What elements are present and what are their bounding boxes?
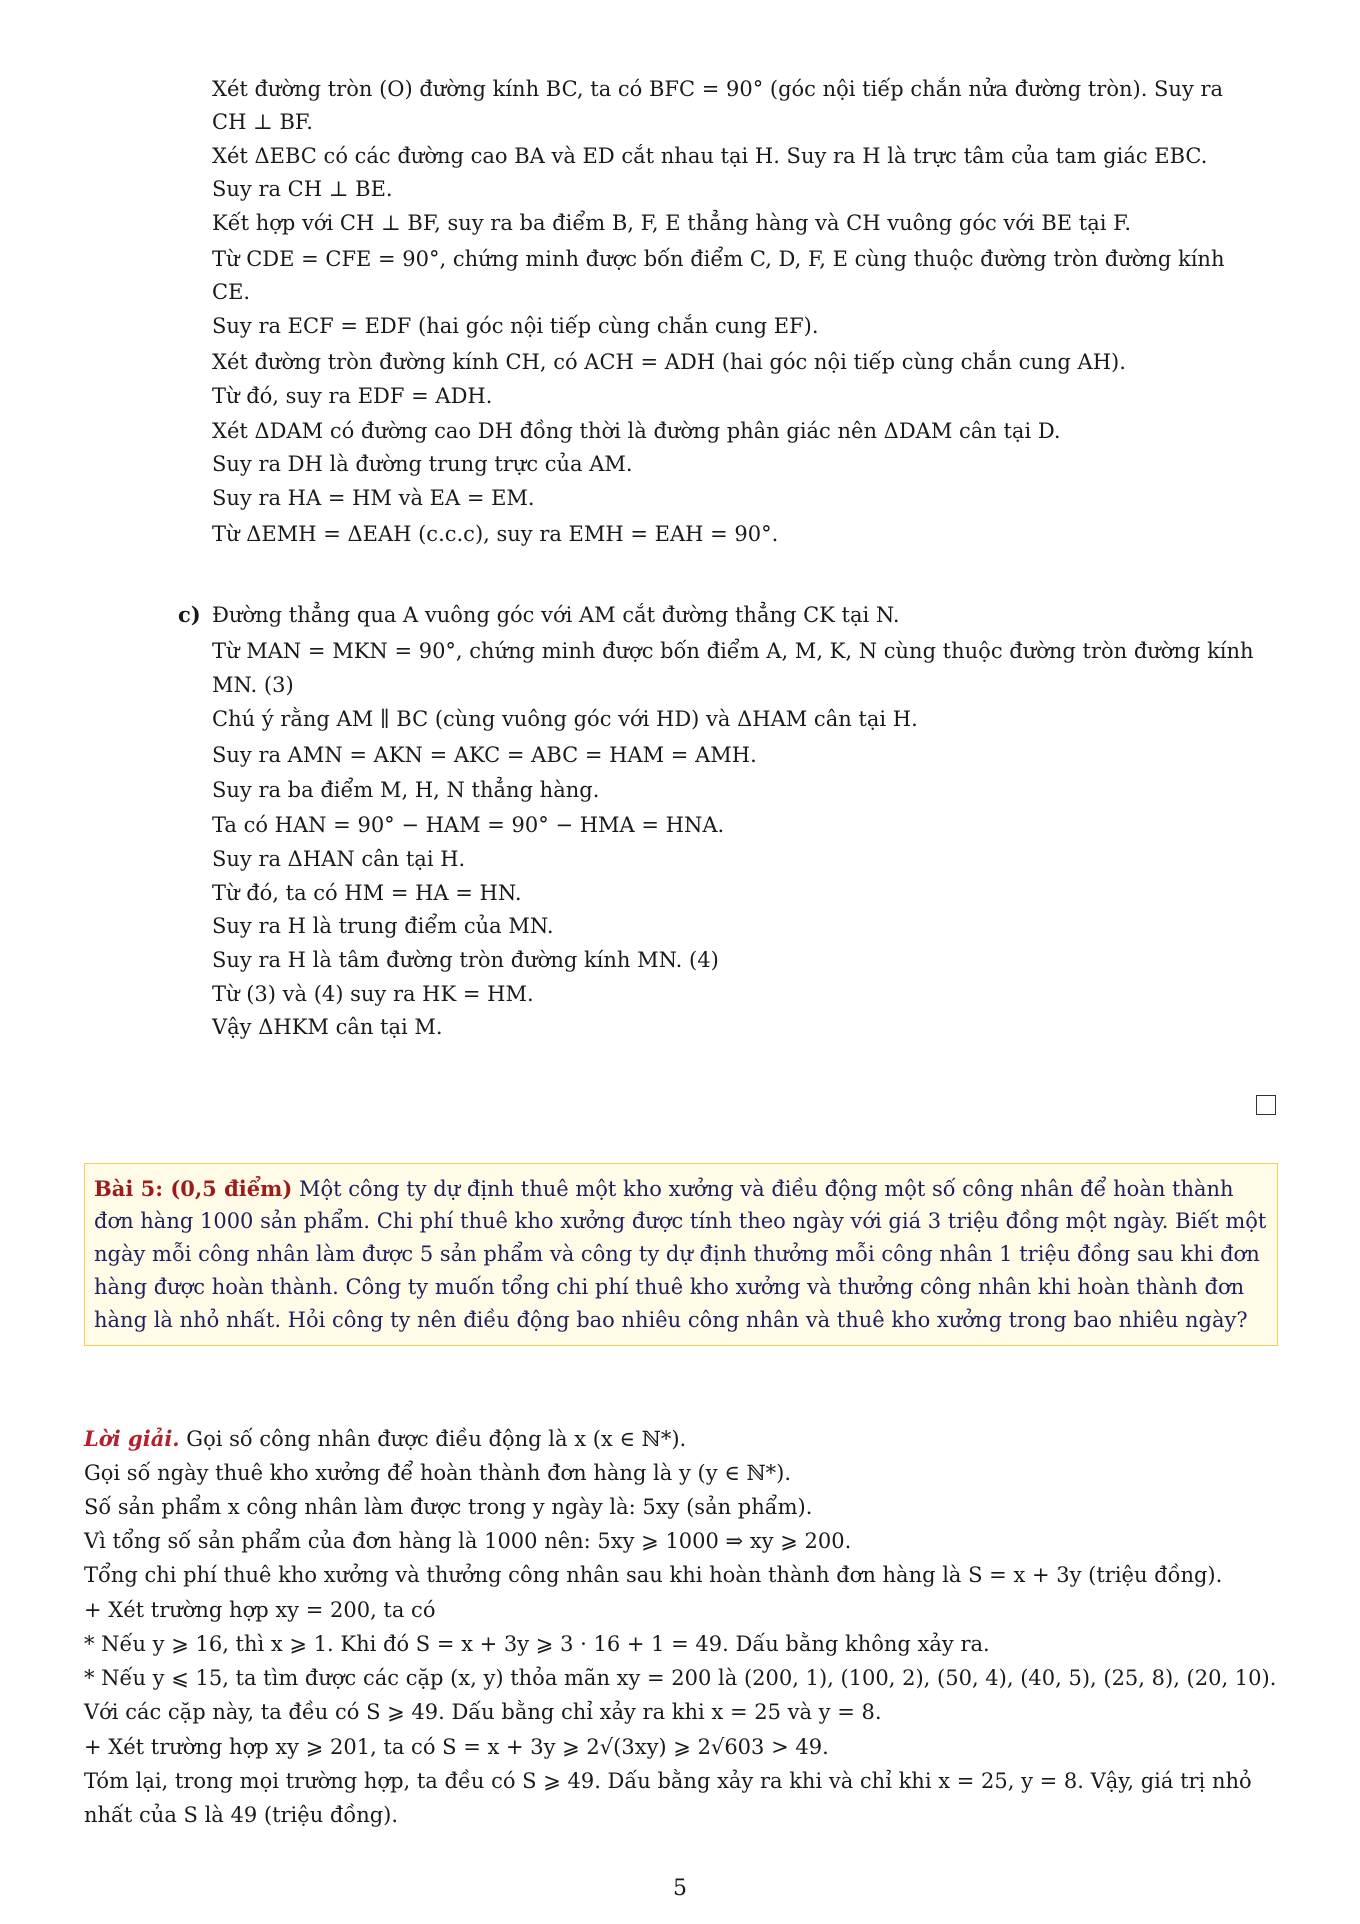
proof-c-line: MN. (3): [212, 673, 294, 697]
proof-b-line: Xét ΔEBC có các đường cao BA và ED cắt nhau tại H. Suy ra H là trực tâm của tam giác EBC.: [212, 144, 1208, 168]
solution-line: Tóm lại, trong mọi trường hợp, ta đều có S ⩾ 49. Dấu bằng xảy ra khi và chỉ khi x = 25, y = 8. Vậy, giá trị nhỏ: [84, 1769, 1252, 1793]
solution-line: + Xét trường hợp xy ⩾ 201, ta có S = x + 3y ⩾ 2√(3xy) ⩾ 2√603 > 49.: [84, 1735, 829, 1759]
problem-line: hàng được hoàn thành. Công ty muốn tổng chi phí thuê kho xưởng và thưởng công nhân khi hoàn thành đơn: [94, 1275, 1245, 1299]
problem-line: ngày mỗi công nhân làm được 5 sản phẩm và công ty dự định thưởng mỗi công nhân 1 triệu đồng sau khi đơn: [94, 1242, 1260, 1266]
proof-b-line: Xét đường tròn đường kính CH, có ACH = ADH (hai góc nội tiếp cùng chắn cung AH).: [212, 350, 1126, 374]
proof-b-line: Suy ra ECF = EDF (hai góc nội tiếp cùng chắn cung EF).: [212, 314, 819, 338]
proof-c-line: Ta có HAN = 90° − HAM = 90° − HMA = HNA.: [212, 813, 725, 837]
proof-c-line: Suy ra ba điểm M, H, N thẳng hàng.: [212, 778, 600, 802]
proof-b-line: Từ ΔEMH = ΔEAH (c.c.c), suy ra EMH = EAH = 90°.: [212, 522, 779, 546]
proof-c-line: Suy ra ΔHAN cân tại H.: [212, 847, 466, 871]
solution-line: Lời giải. Gọi số công nhân được điều động là x (x ∈ ℕ*).: [84, 1426, 687, 1451]
proof-b-line: Từ CDE = CFE = 90°, chứng minh được bốn điểm C, D, F, E cùng thuộc đường tròn đường kính: [212, 247, 1225, 271]
problem-line: Bài 5: (0,5 điểm) Một công ty dự định thuê một kho xưởng và điều động một số công nhân để hoàn thành: [94, 1176, 1234, 1201]
proof-b-line: Xét ΔDAM có đường cao DH đồng thời là đường phân giác nên ΔDAM cân tại D.: [212, 419, 1061, 443]
solution-line: Tổng chi phí thuê kho xưởng và thưởng công nhân sau khi hoàn thành đơn hàng là S = x + 3y (triệu đồng).: [84, 1563, 1223, 1587]
solution-line: Số sản phẩm x công nhân làm được trong y ngày là: 5xy (sản phẩm).: [84, 1495, 813, 1519]
solution-line: Vì tổng số sản phẩm của đơn hàng là 1000 nên: 5xy ⩾ 1000 ⇒ xy ⩾ 200.: [84, 1529, 852, 1553]
proof-c-line: Đường thẳng qua A vuông góc với AM cắt đường thẳng CK tại N.: [212, 603, 900, 627]
proof-b-line: Suy ra HA = HM và EA = EM.: [212, 486, 535, 510]
solution-line: * Nếu y ⩾ 16, thì x ⩾ 1. Khi đó S = x + 3y ⩾ 3 · 16 + 1 = 49. Dấu bằng không xảy ra.: [84, 1632, 990, 1656]
problem-line: đơn hàng 1000 sản phẩm. Chi phí thuê kho xưởng được tính theo ngày với giá 3 triệu đồng một ngày. Biết một: [94, 1209, 1267, 1233]
solution-line: Với các cặp này, ta đều có S ⩾ 49. Dấu bằng chỉ xảy ra khi x = 25 và y = 8.: [84, 1700, 882, 1724]
solution-line: nhất của S là 49 (triệu đồng).: [84, 1803, 399, 1827]
proof-b-line: Từ đó, suy ra EDF = ADH.: [212, 384, 493, 408]
proof-c-line: Từ (3) và (4) suy ra HK = HM.: [212, 982, 534, 1006]
proof-b-line: Suy ra DH là đường trung trực của AM.: [212, 452, 633, 476]
proof-c-line: Từ MAN = MKN = 90°, chứng minh được bốn điểm A, M, K, N cùng thuộc đường tròn đường kính: [212, 639, 1254, 663]
proof-b-line: Kết hợp với CH ⊥ BF, suy ra ba điểm B, F, E thẳng hàng và CH vuông góc với BE tại F.: [212, 211, 1132, 235]
solution-line: * Nếu y ⩽ 15, ta tìm được các cặp (x, y) thỏa mãn xy = 200 là (200, 1), (100, 2), (50, 4), (40, 5), (25, 8), (20, 10).: [84, 1666, 1277, 1690]
page-number: 5: [673, 1876, 687, 1901]
solution-line: Gọi số ngày thuê kho xưởng để hoàn thành đơn hàng là y (y ∈ ℕ*).: [84, 1461, 792, 1485]
part-c-label: c): [178, 602, 201, 627]
problem-label: Bài 5: (0,5 điểm): [94, 1176, 293, 1201]
proof-c-line: Vậy ΔHKM cân tại M.: [212, 1015, 443, 1039]
proof-c-line: Từ đó, ta có HM = HA = HN.: [212, 881, 522, 905]
solution-line: + Xét trường hợp xy = 200, ta có: [84, 1598, 436, 1622]
proof-c-line: Suy ra H là tâm đường tròn đường kính MN. (4): [212, 948, 719, 972]
proof-b-line: Suy ra CH ⊥ BE.: [212, 177, 393, 201]
solution-label: Lời giải.: [84, 1426, 180, 1451]
qed-square-icon: [1256, 1095, 1276, 1115]
proof-b-line: CH ⊥ BF.: [212, 110, 313, 134]
proof-c-line: Suy ra H là trung điểm của MN.: [212, 914, 554, 938]
proof-b-line: Xét đường tròn (O) đường kính BC, ta có BFC = 90° (góc nội tiếp chắn nửa đường tròn). Suy ra: [212, 77, 1224, 101]
proof-c-line: Suy ra AMN = AKN = AKC = ABC = HAM = AMH.: [212, 743, 757, 767]
proof-b-line: CE.: [212, 280, 251, 304]
proof-c-line: Chú ý rằng AM ∥ BC (cùng vuông góc với HD) và ΔHAM cân tại H.: [212, 707, 918, 731]
problem-line: hàng là nhỏ nhất. Hỏi công ty nên điều động bao nhiêu công nhân và thuê kho xưởng trong bao nhiêu ngày?: [94, 1308, 1248, 1332]
